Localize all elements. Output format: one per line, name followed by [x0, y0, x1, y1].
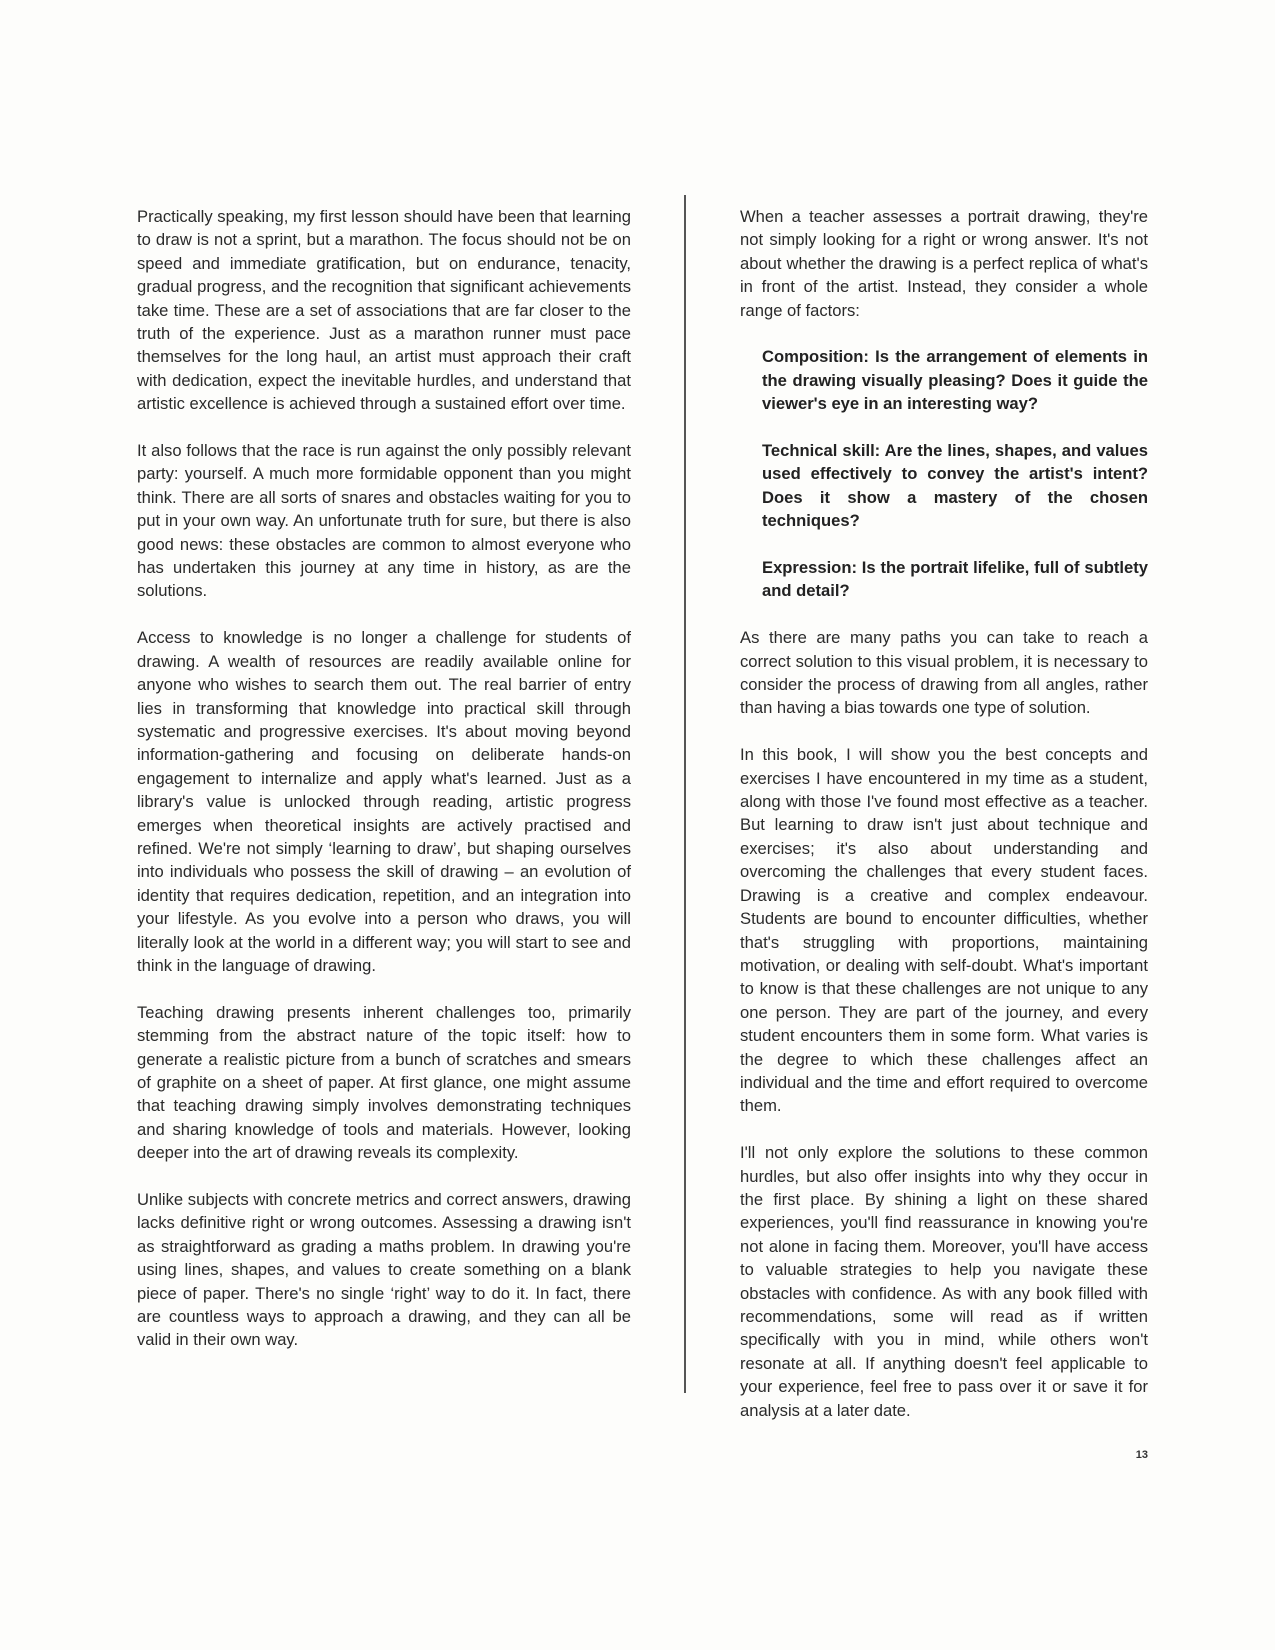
factor-technical-skill: Technical skill: Are the lines, shapes, and values used effectively to convey the artist's intent? Does it show a mastery of the chosen techniques?	[762, 441, 1148, 531]
paragraph-explore-solutions: I'll not only explore the solutions to these common hurdles, but also offer insights into why they occur in the first place. By shining a light on these shared experiences, you'll find reassurance in knowing you're not alone in facing them. Moreover, you'll have access to valuable strategies to help you navigate these obstacles with confidence. As with any book filled with recommendations, some will read as if written specifically with you in mind, while others won't resonate at all. If anything doesn't feel applicable to your experience, feel free to pass over it or save it for analysis at a later date.	[740, 1143, 1148, 1420]
paragraph-many-paths: As there are many paths you can take to reach a correct solution to this visual problem, it is necessary to consider the process of drawing from all angles, rather than having a bias towards one type of solution.	[740, 628, 1148, 718]
paragraph-access-to-knowledge: Access to knowledge is no longer a challenge for students of drawing. A wealth of resources are readily available online for anyone who wishes to search them out. The real barrier of entry lies in transforming that knowledge into practical skill through systematic and progressive exercises. It's about moving beyond information-gathering and focusing on deliberate hands-on engagement to internalize and apply what's learned. Just as a library's value is unlocked through reading, artistic progress emerges when theoretical insights are actively practised and refined. We're not simply ‘learning to draw’, but shaping ourselves into individuals who possess the skill of drawing – an evolution of identity that requires dedication, repetition, and an integration into your lifestyle. As you evolve into a person who draws, you will literally look at the world in a different way; you will start to see and think in the language of drawing.	[137, 628, 631, 975]
left-column	[137, 205, 631, 1375]
paragraph-no-right-answer: Unlike subjects with concrete metrics and correct answers, drawing lacks definitive right or wrong outcomes. Assessing a drawing isn't as straightforward as grading a maths problem. In drawing you're using lines, shapes, and values to create something on a blank piece of paper. There's no single ‘right’ way to do it. In fact, there are countless ways to approach a drawing, and they can all be valid in their own way.	[137, 1190, 631, 1350]
page-number: 13	[1135, 1449, 1148, 1461]
paragraph-assessment-intro: When a teacher assesses a portrait drawing, they're not simply looking for a right or wrong answer. It's not about whether the drawing is a perfect replica of what's in front of the artist. Instead, they consider a whole range of factors:	[740, 207, 1148, 320]
paragraph-marathon: Practically speaking, my first lesson should have been that learning to draw is not a sprint, but a marathon. The focus should not be on speed and immediate gratification, but on endurance, tenacity, gradual progress, and the recognition that significant achievements take time. These are a set of associations that are far closer to the truth of the experience. Just as a marathon runner must pace themselves for the long haul, an artist must approach their craft with dedication, expect the inevitable hurdles, and understand that artistic excellence is achieved through a sustained effort over time.	[137, 207, 631, 414]
paragraph-teaching-challenges: Teaching drawing presents inherent challenges too, primarily stemming from the abstract nature of the topic itself: how to generate a realistic picture from a bunch of scratches and smears of graphite on a sheet of paper. At first glance, one might assume that teaching drawing simply involves demonstrating techniques and sharing knowledge of tools and materials. However, looking deeper into the art of drawing reveals its complexity.	[137, 1002, 631, 1163]
column-divider	[684, 195, 686, 1393]
paragraph-in-this-book: In this book, I will show you the best concepts and exercises I have encountered in my time as a student, along with those I've found most effective as a teacher. But learning to draw isn't just about technique and exercises; it's also about understanding and overcoming the challenges that every student faces. Drawing is a creative and complex endeavour. Students are bound to encounter difficulties, whether that's struggling with proportions, maintaining motivation, or dealing with self-doubt. What's important to know is that these challenges are not unique to any one person. They are part of the journey, and every student encounters them in some form. What varies is the degree to which these challenges affect an individual and the time and effort required to overcome them.	[740, 745, 1148, 1116]
factor-composition: Composition: Is the arrangement of elements in the drawing visually pleasing? Does it guide the viewer's eye in an interesting way?	[762, 347, 1148, 414]
right-column	[740, 205, 1148, 1445]
paragraph-race-against-yourself: It also follows that the race is run against the only possibly relevant party: yourself. A much more formidable opponent than you might think. There are all sorts of snares and obstacles waiting for you to put in your own way. An unfortunate truth for sure, but there is also good news: these obstacles are common to almost everyone who has undertaken this journey at any time in history, as are the solutions.	[137, 441, 631, 601]
factor-expression: Expression: Is the portrait lifelike, full of subtlety and detail?	[762, 558, 1148, 601]
